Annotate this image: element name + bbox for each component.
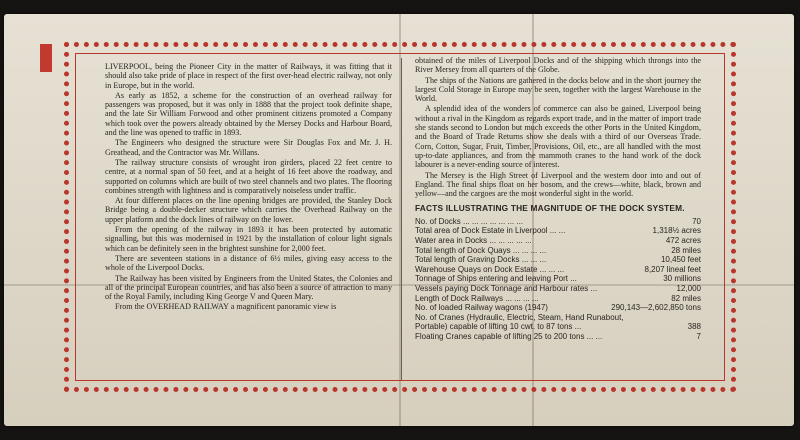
fact-label: Tonnage of Ships entering and leaving Port ... — [415, 274, 577, 284]
fact-row — [415, 226, 701, 236]
fact-value: 28 miles — [671, 245, 701, 255]
column-divider — [401, 58, 402, 380]
fact-value: 290,143—2,602,850 tons — [611, 303, 701, 313]
fact-value: 10,450 feet — [660, 255, 701, 265]
paragraph: The Railway has been visited by Engineers from the United States, the Colonies and all of the principal European countries, and has also been a source of attraction to many of the Royal Family, including King George V and Queen Mary. — [105, 273, 392, 302]
paragraph: The railway structure consists of wrought iron girders, placed 22 feet centre to centre, at a normal span of 50 feet, and at a height of 16 feet above the roadway, and supported on columns which are built of two steel channels and two plates. The flooring combines strength with lightness and is comparatively noiseless under traffic. — [105, 157, 392, 195]
fact-label: Floating Cranes capable of lifting 25 to 200 tons ... ... — [415, 331, 603, 341]
fact-value: 82 miles — [671, 293, 701, 303]
fact-row — [415, 332, 701, 342]
fact-label: Warehouse Quays on Dock Estate ... ... ... — [415, 264, 565, 274]
fact-row — [415, 284, 701, 294]
paragraph: The Engineers who designed the structure were Sir Douglas Fox and Mr. J. H. Greathead, and the Contractor was Mr. Willans. — [105, 138, 392, 157]
paragraph: From the opening of the railway in 1893 it has been protected by automatic signalling, but this was modernised in 1921 by the installation of colour light signals which can be definitely seen in the brightest sunshine for 2,000 feet. — [105, 225, 392, 253]
paragraph: LIVERPOOL, being the Pioneer City in the matter of Railways, it was fitting that it should also take pride of place in respect of the first over-head electric railway, not only in Europe, but in the world. — [105, 62, 392, 90]
left-text-column — [105, 62, 392, 313]
fact-label: Portable) capable of lifting 10 cwt. to 87 tons ... — [415, 322, 582, 332]
paragraph: From the OVERHEAD RAILWAY a magnificent panoramic view is — [115, 302, 337, 312]
fact-row — [415, 255, 701, 265]
paragraph: The Mersey is the High Street of Liverpool and the western door into and out of England. The final ships float on her bosom, and the crews—white, black, brown and yellow—and the cargoes are the most wonderful sight in the world. — [415, 170, 701, 199]
fact-value: 7 — [696, 331, 701, 341]
fact-label: Vessels paying Dock Tonnage and Harbour rates ... — [415, 283, 598, 293]
paragraph: The ships of the Nations are gathered in the docks below and in the short journey the largest Cold Storage in Europe may be seen, together with the largest Warehouse in the World. — [415, 75, 701, 104]
fact-label: No. of Docks ... ... ... ... ... ... ... — [415, 216, 524, 226]
fact-row — [415, 246, 701, 256]
fact-value: 8,207 lineal feet — [644, 264, 701, 274]
fact-value: 472 acres — [665, 235, 701, 245]
paragraph: There are seventeen stations in a distance of 6½ miles, giving easy access to the whole of the Liverpool Docks. — [105, 253, 392, 273]
fact-label: No. of loaded Railway wagons (1947) — [415, 303, 548, 313]
right-text-column — [415, 56, 701, 341]
fact-value: 1,318½ acres — [652, 226, 701, 236]
paragraph: obtained of the miles of Liverpool Docks and of the shipping which throngs into the River Mersey from all quarters of the Globe. — [415, 56, 701, 75]
fact-row — [415, 294, 701, 304]
fact-row — [415, 322, 701, 332]
fact-label: No. of Cranes (Hydraulic, Electric, Steam, Hand Runabout, — [415, 312, 624, 322]
paragraph: At four different places on the line opening bridges are provided, the Stanley Dock Bridge being a double-decker structure which carries the Overhead Railway on the upper platform and the dock lines of railway on the lower. — [105, 196, 392, 224]
facts-heading: FACTS ILLUSTRATING THE MAGNITUDE OF THE DOCK SYSTEM. — [415, 203, 685, 214]
fact-row — [415, 313, 701, 323]
paragraph: As early as 1852, a scheme for the construction of an overhead railway for passengers was proposed, but it was only in 1888 that the project took definite shape, and the late Sir William Forwood and other prominent citizens promoted a Company which took over the powers already obtained by the Mersey Docks and Harbour Board, and the line was opened to traffic in 1893. — [105, 90, 392, 138]
paragraph: A splendid idea of the wonders of commerce can also be gained, Liverpool being without a rival in the Kingdom as regards export trade, and in the matter of import trade she stands second to London but much exceeds the other Ports in the United Kingdom, and the Board of Trade Returns show she deals with a third of our Overseas Trade. Corn, Cotton, Sugar, Fruit, Timber, Provisions, Oil, etc., are all handled with the most up-to-date appliances, and from the mammoth cranes to the hand work of the dock labourer is a never-ending source of interest. — [415, 104, 701, 170]
fact-row — [415, 217, 701, 227]
fact-value — [695, 313, 701, 323]
red-corner-mark — [40, 44, 52, 72]
facts-table — [415, 217, 701, 342]
fact-value: 12,000 — [676, 283, 701, 293]
fact-label: Total length of Dock Quays ... ... ... ... — [415, 245, 547, 255]
fact-label: Length of Dock Railways ... ... ... ... — [415, 293, 539, 303]
fact-row — [415, 265, 701, 275]
fact-label: Water area in Docks ... ... ... ... ... — [415, 235, 532, 245]
fact-row — [415, 303, 701, 313]
fact-value: 388 — [687, 322, 701, 332]
fact-label: Total area of Dock Estate in Liverpool ... ... — [415, 226, 566, 236]
fact-value: 30 millions — [663, 274, 701, 284]
fact-label: Total length of Graving Docks ... ... ... — [415, 255, 547, 265]
fact-row — [415, 236, 701, 246]
fact-row — [415, 274, 701, 284]
fact-value: 70 — [692, 216, 701, 226]
